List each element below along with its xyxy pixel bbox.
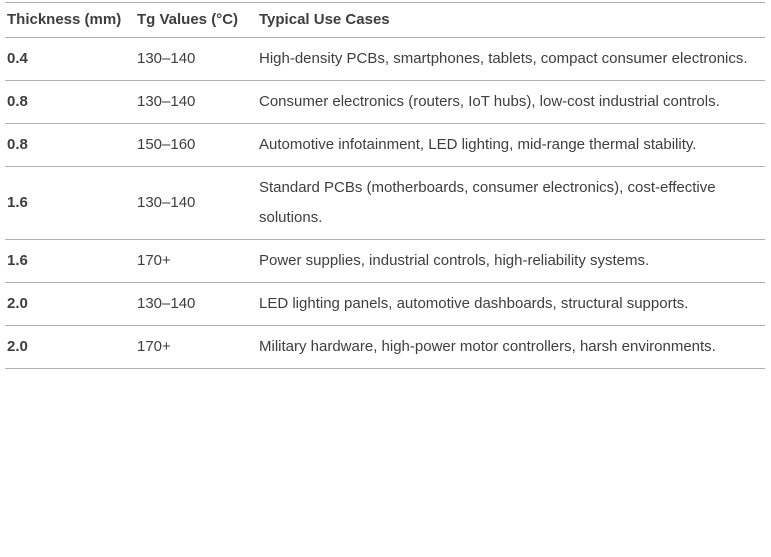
- tg-values-cell: 130–140: [135, 283, 257, 326]
- table-row: [5, 81, 765, 124]
- use-cases-cell: Military hardware, high-power motor controllers, harsh environments.: [257, 326, 765, 369]
- tg-values-cell: 150–160: [135, 124, 257, 167]
- tg-values-cell: 170+: [135, 240, 257, 283]
- thickness-cell: 0.4: [5, 38, 135, 81]
- tg-values-cell: 130–140: [135, 38, 257, 81]
- header-row: [5, 3, 765, 38]
- thickness-cell: 0.8: [5, 81, 135, 124]
- pcb-thickness-tg-table: [5, 2, 765, 369]
- tg-values-cell: 130–140: [135, 167, 257, 240]
- table-row: [5, 167, 765, 240]
- table-row: [5, 124, 765, 167]
- thickness-cell: 2.0: [5, 326, 135, 369]
- thickness-cell: 1.6: [5, 167, 135, 240]
- column-header-tg-values: Tg Values (°C): [135, 3, 257, 38]
- use-cases-cell: Power supplies, industrial controls, high-reliability systems.: [257, 240, 765, 283]
- column-header-thickness: Thickness (mm): [5, 3, 135, 38]
- table-row: [5, 38, 765, 81]
- use-cases-cell: LED lighting panels, automotive dashboards, structural supports.: [257, 283, 765, 326]
- tg-values-cell: 170+: [135, 326, 257, 369]
- table-row: [5, 283, 765, 326]
- table-row: [5, 240, 765, 283]
- column-header-typical-use-cases: Typical Use Cases: [257, 3, 765, 38]
- table-header: [5, 3, 765, 38]
- thickness-cell: 1.6: [5, 240, 135, 283]
- use-cases-cell: Automotive infotainment, LED lighting, mid-range thermal stability.: [257, 124, 765, 167]
- use-cases-cell: Standard PCBs (motherboards, consumer electronics), cost-effective solutions.: [257, 167, 765, 240]
- table-body: [5, 38, 765, 369]
- table-row: [5, 326, 765, 369]
- thickness-cell: 2.0: [5, 283, 135, 326]
- tg-values-cell: 130–140: [135, 81, 257, 124]
- use-cases-cell: Consumer electronics (routers, IoT hubs), low-cost industrial controls.: [257, 81, 765, 124]
- use-cases-cell: High-density PCBs, smartphones, tablets, compact consumer electronics.: [257, 38, 765, 81]
- thickness-cell: 0.8: [5, 124, 135, 167]
